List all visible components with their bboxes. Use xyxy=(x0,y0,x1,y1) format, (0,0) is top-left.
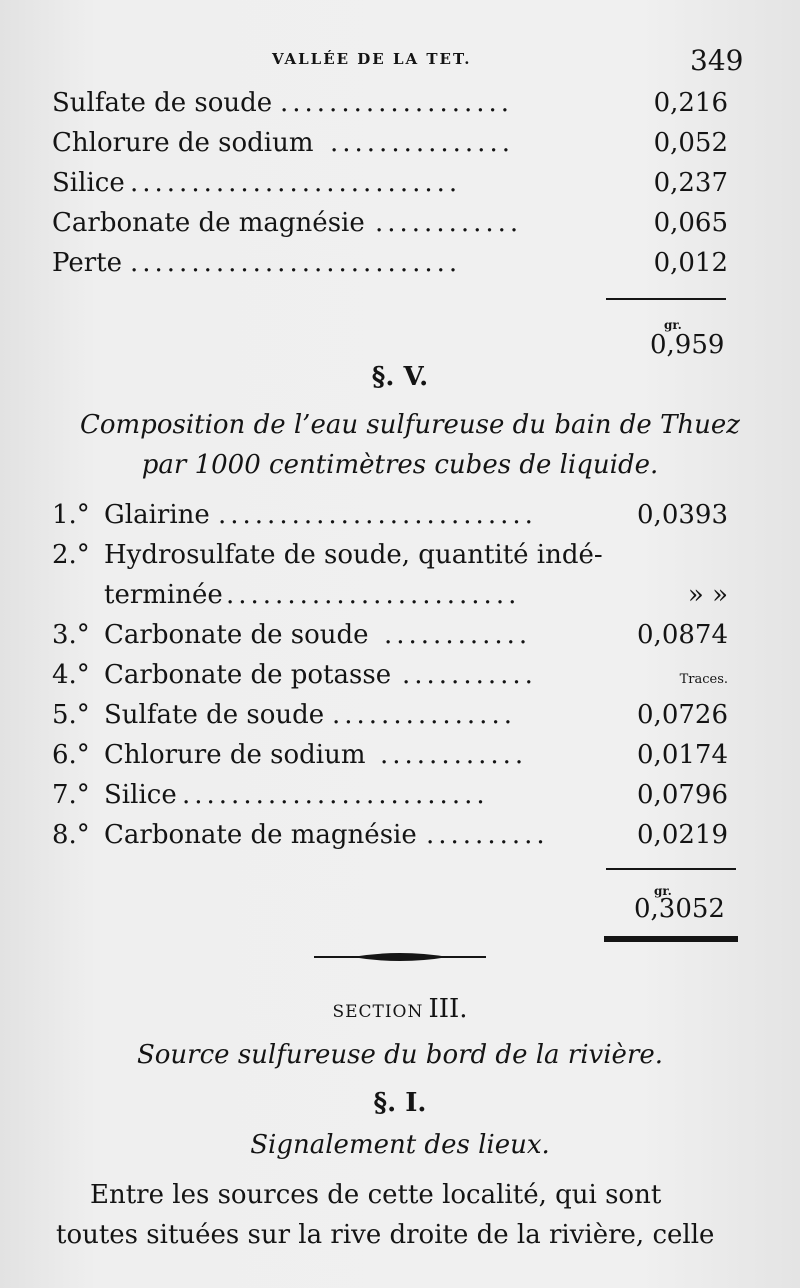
section-title xyxy=(0,994,800,1024)
table-row xyxy=(0,660,800,698)
row-value: 0,052 xyxy=(653,128,728,158)
page-number: 349 xyxy=(690,44,744,77)
total-value: 0,959 xyxy=(650,330,725,360)
row-number: 2.° xyxy=(52,540,90,570)
row-label: Hydrosulfate de soude, quantité indé- xyxy=(104,540,603,570)
table-row xyxy=(0,248,800,286)
row-label: Sulfate de soude xyxy=(104,700,325,730)
leader-dots: ............ xyxy=(380,740,528,770)
leader-dots: ............ xyxy=(375,208,523,238)
row-label: Carbonate de potasse xyxy=(104,660,392,690)
paragraph-line-1: Entre les sources de cette localité, qui sont xyxy=(90,1180,662,1210)
leader-dots: ......................... xyxy=(182,780,489,810)
section-heading: §. V. xyxy=(371,362,429,392)
row-label: Silice xyxy=(104,780,177,810)
row-value: » » xyxy=(687,580,728,610)
table-row xyxy=(0,620,800,658)
row-value: 0,216 xyxy=(653,88,728,118)
row-label: Glairine xyxy=(104,500,210,530)
row-label: terminée xyxy=(104,580,223,610)
section-subtitle: Source sulfureuse du bord de la rivière. xyxy=(136,1040,664,1070)
row-value: Traces. xyxy=(679,672,728,687)
table-row xyxy=(0,540,800,578)
row-label: Perte xyxy=(52,248,122,278)
row-label: Chlorure de sodium xyxy=(104,740,366,770)
row-value: 0,237 xyxy=(653,168,728,198)
table-row xyxy=(0,700,800,738)
table-row xyxy=(0,740,800,778)
total-value: 0,3052 xyxy=(634,894,725,924)
running-head: VALLÉE DE LA TET. xyxy=(272,50,472,68)
leader-dots: ............ xyxy=(384,620,532,650)
leader-dots: .......................... xyxy=(218,500,537,530)
row-value: 0,0393 xyxy=(637,500,728,530)
table-row xyxy=(0,580,800,618)
row-value: 0,0874 xyxy=(637,620,728,650)
row-label: Chlorure de sodium xyxy=(52,128,314,158)
row-number: 4.° xyxy=(52,660,90,690)
ornamental-divider xyxy=(312,948,488,966)
leader-dots: ........................... xyxy=(130,248,462,278)
row-label: Sulfate de soude xyxy=(52,88,273,118)
sum-rule xyxy=(606,868,736,870)
paragraph-line-2: toutes situées sur la rive droite de la rivière, celle xyxy=(56,1220,715,1250)
row-number: 3.° xyxy=(52,620,90,650)
row-label: Carbonate de magnésie xyxy=(104,820,417,850)
row-value: 0,0219 xyxy=(637,820,728,850)
row-label: Carbonate de soude xyxy=(104,620,369,650)
leader-dots: ........... xyxy=(402,660,537,690)
leader-dots: ........................ xyxy=(226,580,521,610)
table-row xyxy=(0,88,800,126)
row-number: 1.° xyxy=(52,500,90,530)
subsection-heading: §. I. xyxy=(373,1088,427,1118)
table-row xyxy=(0,168,800,206)
sum-rule xyxy=(606,298,726,300)
row-value: 0,012 xyxy=(653,248,728,278)
table-row xyxy=(0,208,800,246)
leader-dots: ................... xyxy=(280,88,514,118)
row-value: 0,065 xyxy=(653,208,728,238)
table-row xyxy=(0,780,800,818)
table-row xyxy=(0,500,800,538)
leader-dots: ........................... xyxy=(130,168,462,198)
table-row xyxy=(0,128,800,166)
row-label: Carbonate de magnésie xyxy=(52,208,365,238)
row-label: Silice xyxy=(52,168,125,198)
unit-label: gr. xyxy=(664,318,682,332)
leader-dots: ............... xyxy=(332,700,516,730)
row-number: 5.° xyxy=(52,700,90,730)
unit-label: gr. xyxy=(654,884,672,898)
table-caption-line-2: par 1000 centimètres cubes de liquide. xyxy=(141,450,659,480)
section-label: SECTION xyxy=(332,1002,424,1022)
row-value: 0,0796 xyxy=(637,780,728,810)
row-number: 6.° xyxy=(52,740,90,770)
row-number: 8.° xyxy=(52,820,90,850)
double-rule xyxy=(604,936,738,942)
section-number: III. xyxy=(428,994,468,1024)
subsection-subtitle: Signalement des lieux. xyxy=(250,1130,550,1160)
row-number: 7.° xyxy=(52,780,90,810)
table-caption-line-1: Composition de l’eau sulfureuse du bain de Thuez xyxy=(79,410,741,440)
row-value: 0,0174 xyxy=(637,740,728,770)
row-value: 0,0726 xyxy=(637,700,728,730)
table-row xyxy=(0,820,800,858)
leader-dots: ............... xyxy=(330,128,514,158)
leader-dots: .......... xyxy=(426,820,549,850)
